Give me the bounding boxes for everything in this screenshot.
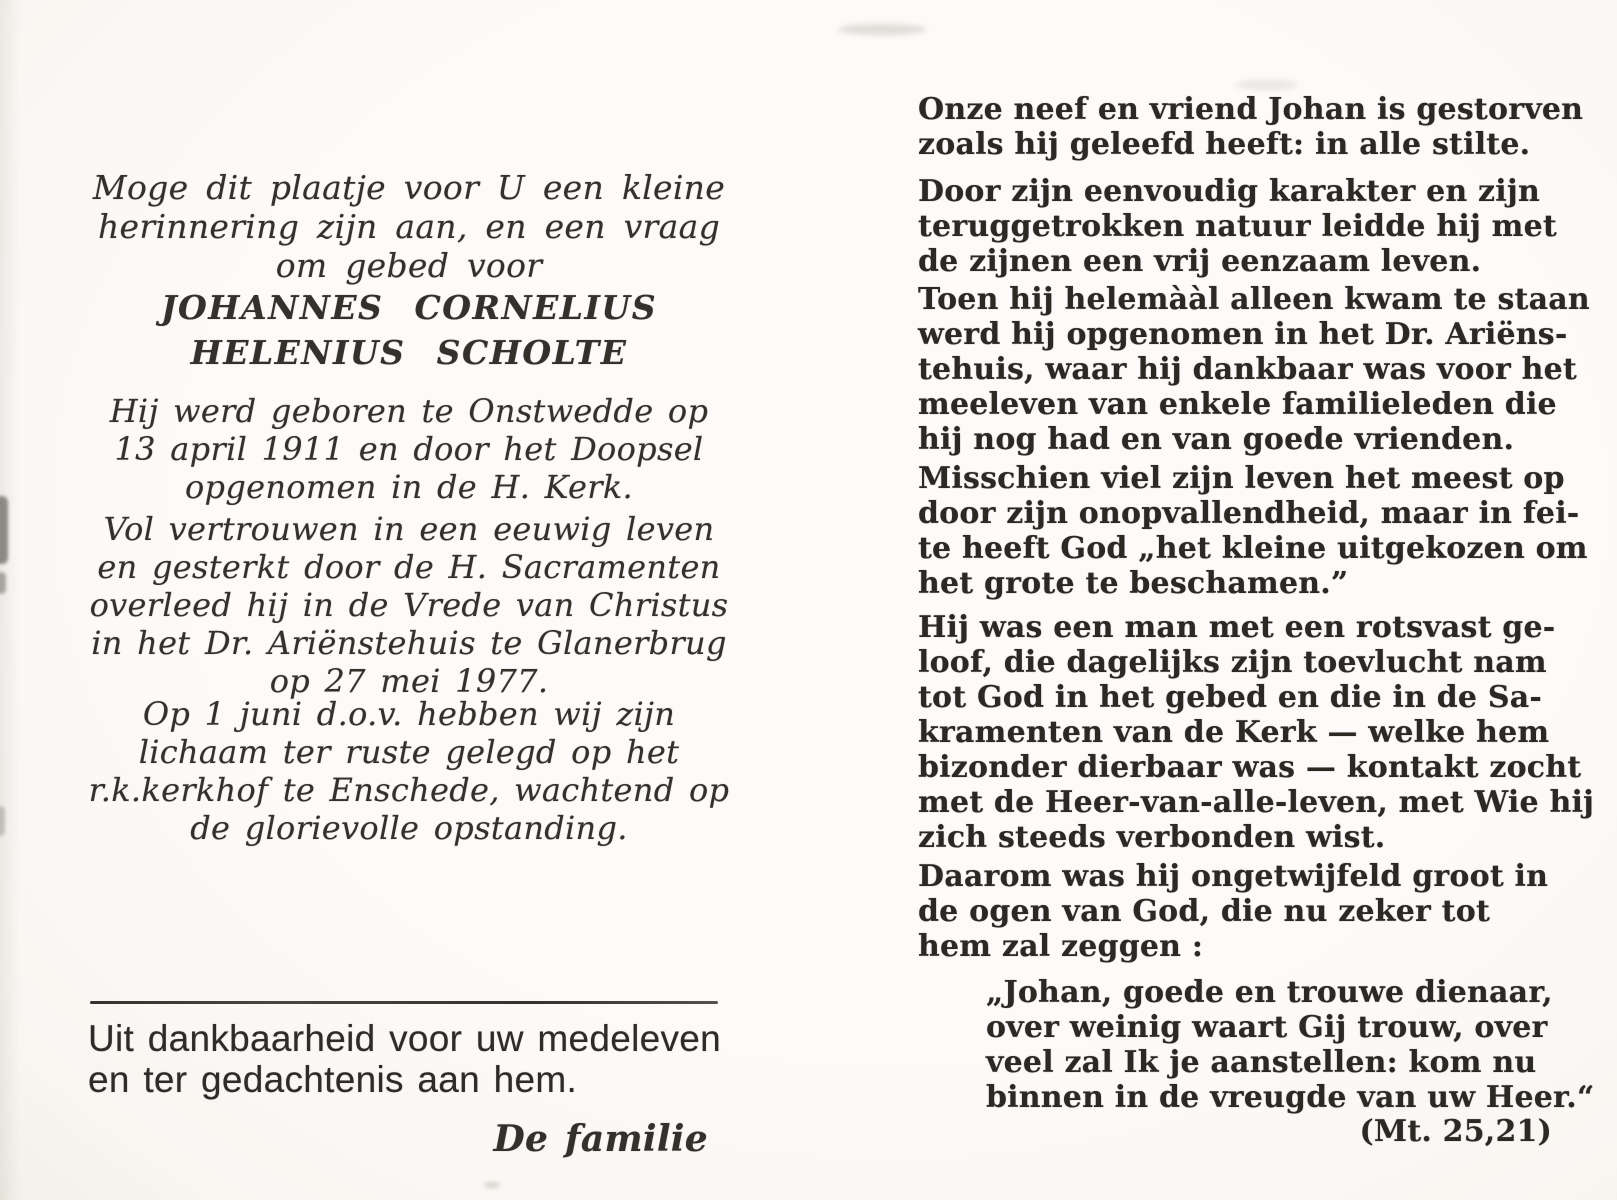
text-line: zoals hij geleefd heeft: in alle stilte. (918, 127, 1531, 162)
text-line: de zijnen een vrij eenzaam leven. (918, 244, 1482, 279)
divider-line (90, 1001, 718, 1004)
text-line: JOHANNES CORNELIUS (160, 288, 658, 327)
text-line: zich steeds verbonden wist. (918, 820, 1386, 855)
text-line: en ter gedachtenis aan hem. (88, 1059, 578, 1100)
acknowledgement-paragraph (88, 1018, 730, 1100)
text-line: tot God in het gebed en die in de Sa- (918, 680, 1542, 715)
obituary-paragraph-2 (918, 174, 1557, 279)
text-line: Daarom was hij ongetwijfeld groot in (918, 859, 1549, 894)
text-line: Op 1 juni d.o.v. hebben wij zijn (142, 695, 676, 733)
text-line: Hij werd geboren te Onstwedde op (109, 392, 709, 430)
birth-paragraph (88, 392, 730, 506)
text-line: opgenomen in de H. Kerk. (184, 468, 633, 506)
text-line: tehuis, waar hij dankbaar was voor het (918, 352, 1577, 387)
text-line: binnen in de vreugde van uw Heer.“ (986, 1080, 1595, 1115)
text-line: bizonder dierbaar was — kontakt zocht (918, 750, 1582, 785)
text-line: Vol vertrouwen in een eeuwig leven (103, 510, 715, 548)
obituary-paragraph-5 (918, 610, 1595, 855)
text-line: en gesterkt door de H. Sacramenten (97, 548, 721, 586)
text-line: „Johan, goede en trouwe dienaar, (986, 975, 1553, 1010)
scan-edge-mark (0, 572, 6, 594)
text-line: Uit dankbaarheid voor uw medeleven (88, 1018, 722, 1059)
text-line: de ogen van God, die nu zeker tot (918, 894, 1491, 929)
text-line: hij nog had en van goede vrienden. (918, 422, 1515, 457)
scan-edge-mark (0, 806, 5, 836)
text-line: het grote te beschamen.” (918, 566, 1349, 601)
text-line: teruggetrokken natuur leidde hij met (918, 209, 1557, 244)
text-line: herinnering zijn aan, en een vraag (97, 207, 720, 246)
obituary-paragraph-4 (918, 461, 1588, 601)
right-page (918, 0, 1595, 1200)
text-line: door zijn onopvallendheid, maar in fei- (918, 496, 1580, 531)
text-line: HELENIUS SCHOLTE (190, 333, 628, 372)
obituary-paragraph-1 (918, 92, 1584, 162)
text-line: Door zijn eenvoudig karakter en zijn (918, 174, 1540, 209)
text-line: te heeft God „het kleine uitgekozen om (918, 531, 1588, 566)
text-line: meeleven van enkele familieleden die (918, 387, 1557, 422)
left-page (88, 0, 730, 1200)
text-line: 13 april 1911 en door het Doopsel (114, 430, 704, 468)
text-line: met de Heer-van-alle-leven, met Wie hij (918, 785, 1595, 820)
text-line: in het Dr. Ariënstehuis te Glanerbrug (91, 624, 727, 662)
scan-edge-mark (0, 496, 8, 564)
intro-paragraph (88, 168, 730, 285)
scripture-quote (986, 975, 1595, 1115)
burial-paragraph (88, 695, 730, 847)
text-line: om gebed voor (275, 246, 543, 285)
scripture-citation: (Mt. 25,21) (1359, 1114, 1552, 1149)
text-line: kramenten van de Kerk — welke hem (918, 715, 1550, 750)
text-line: hem zal zeggen : (918, 929, 1204, 964)
text-line: loof, die dagelijks zijn toevlucht nam (918, 645, 1547, 680)
scan-smudge (838, 24, 926, 35)
death-paragraph (88, 510, 730, 700)
text-line: r.k.kerkhof te Enschede, wachtend op (88, 771, 730, 809)
text-line: Misschien viel zijn leven het meest op (918, 461, 1565, 496)
text-line: Onze neef en vriend Johan is gestorven (918, 92, 1584, 127)
text-line: lichaam ter ruste gelegd op het (138, 733, 680, 771)
text-line: over weinig waart Gij trouw, over (986, 1010, 1548, 1045)
text-line: Toen hij helemààl alleen kwam te staan (918, 282, 1590, 317)
text-line: op 27 mei 1977. (269, 662, 549, 700)
text-line: de glorievolle opstanding. (190, 809, 628, 847)
obituary-paragraph-3 (918, 282, 1590, 457)
text-line: Moge dit plaatje voor U een kleine (92, 168, 726, 207)
text-line: veel zal Ik je aanstellen: kom nu (986, 1045, 1537, 1080)
signature-text: De familie (493, 1118, 708, 1160)
text-line: werd hij opgenomen in het Dr. Ariëns- (918, 317, 1568, 352)
obituary-paragraph-6 (918, 859, 1552, 964)
text-line: overleed hij in de Vrede van Christus (89, 586, 729, 624)
text-line: Hij was een man met een rotsvast ge- (918, 610, 1556, 645)
deceased-name (88, 285, 730, 375)
